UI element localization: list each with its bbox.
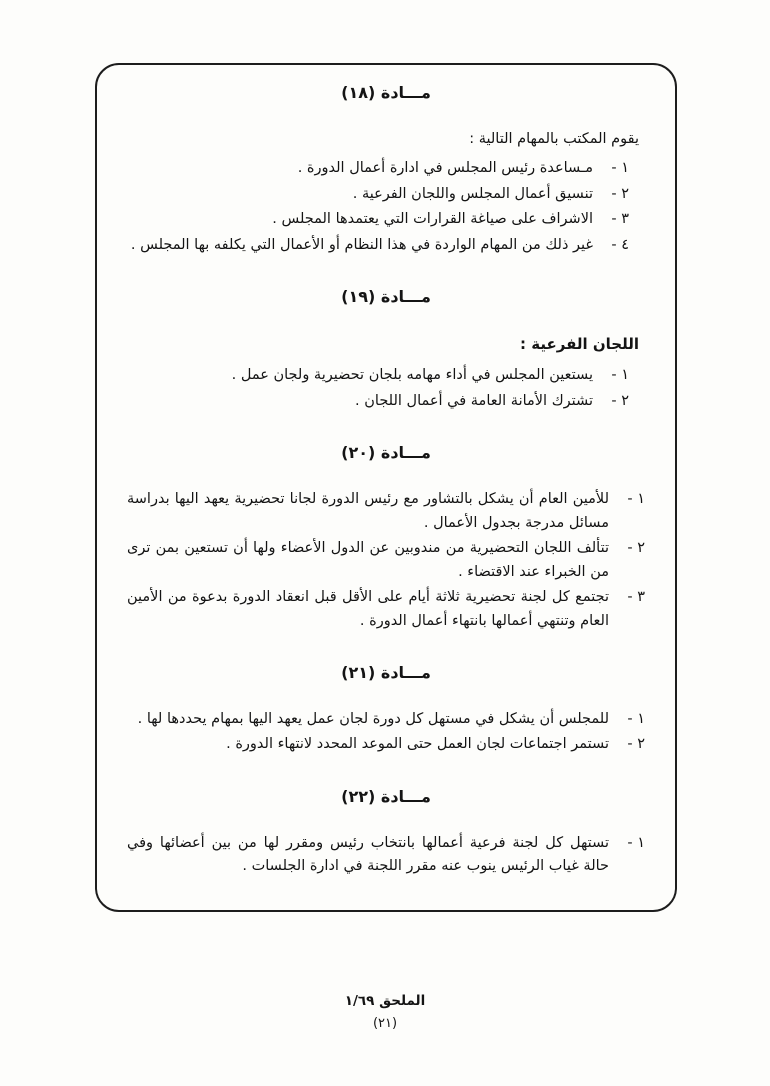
list-item [127,708,645,731]
article-title: مـــادة (٢٢) [341,786,431,806]
item-text: تجتمع كل لجنة تحضيرية ثلاثة أيام على الأقل قبل انعقاد الدورة بدعوة من الأمين العام وتنتهي أعمالها بانتهاء أعمال الدورة . [127,589,609,629]
item-number: ١ - [611,367,629,384]
list-item [127,390,629,413]
item-text: غير ذلك من المهام الواردة في هذا النظام أو الأعمال التي يكلفه بها المجلس . [130,236,593,253]
list-item [127,183,629,206]
document-border-frame [95,63,677,912]
item-number: ١ - [627,491,645,508]
list-item [127,733,645,756]
item-number: ٢ - [627,540,645,557]
item-number: ٢ - [611,392,629,409]
item-number: ١ - [611,160,629,177]
footer-page-number: (٢١) [372,1016,398,1031]
item-text: يستعين المجلس في أداء مهامه بلجان تحضيرية ولجان عمل . [231,367,593,384]
list-item [127,234,629,257]
item-number: ٢ - [611,185,629,202]
item-number: ٣ - [627,589,645,606]
item-text: للمجلس أن يشكل في مستهل كل دورة لجان عمل يعهد اليها بمهام يحددها لها . [137,711,609,727]
item-text: للأمين العام أن يشكل بالتشاور مع رئيس الدورة لجانا تحضيرية يعهد اليها بدراسة مسائل مدرجة بجدول الأعمال . [127,491,609,531]
item-number: ١ - [627,834,645,851]
item-text: مـساعدة رئيس المجلس في ادارة أعمال الدورة . [297,160,593,177]
list-item [127,157,629,180]
list-item [127,537,645,584]
item-number: ٢ - [627,736,645,753]
footer-annex-reference: الملحق ١/٦٩ [344,993,426,1009]
item-text: الاشراف على صياغة القرارات التي يعتمدها المجلس . [272,211,593,228]
item-number: ٤ - [611,236,629,253]
item-text: تستهل كل لجنة فرعية أعمالها بانتخاب رئيس ومقرر لها من بين أعضائها وفي حالة غياب الرئيس ينوب عنه مقرر اللجنة في ادارة الجلسات . [127,834,609,875]
item-text: تستمر اجتماعات لجان العمل حتى الموعد المحدد لانتهاء الدورة . [226,736,609,753]
article-20 [127,443,645,633]
item-number: ١ - [627,711,645,727]
list-item [127,208,629,231]
item-text: تنسيق أعمال المجلس واللجان الفرعية . [352,185,593,202]
article-22 [127,787,645,879]
article-18 [127,83,645,257]
list-item [127,488,645,535]
item-text: تتألف اللجان التحضيرية من مندوبين عن الدول الأعضاء ولها أن تستعين بمن ترى من الخبراء عند الاقتضاء . [127,540,609,580]
item-text: تشترك الأمانة العامة في أعمال اللجان . [355,392,593,409]
article-21 [127,663,645,757]
article-intro: يقوم المكتب بالمهام التالية : [469,131,639,147]
list-item [127,364,629,387]
article-intro: اللجان الفرعية : [520,335,639,354]
item-number: ٣ - [611,211,629,228]
list-item [127,832,645,879]
article-title: مـــادة (١٨) [341,83,431,102]
list-item [127,586,645,633]
article-title: مـــادة (٢١) [341,663,431,682]
article-19 [127,287,645,413]
article-title: مـــادة (٢٠) [341,443,431,463]
article-title: مـــادة (١٩) [341,287,431,307]
